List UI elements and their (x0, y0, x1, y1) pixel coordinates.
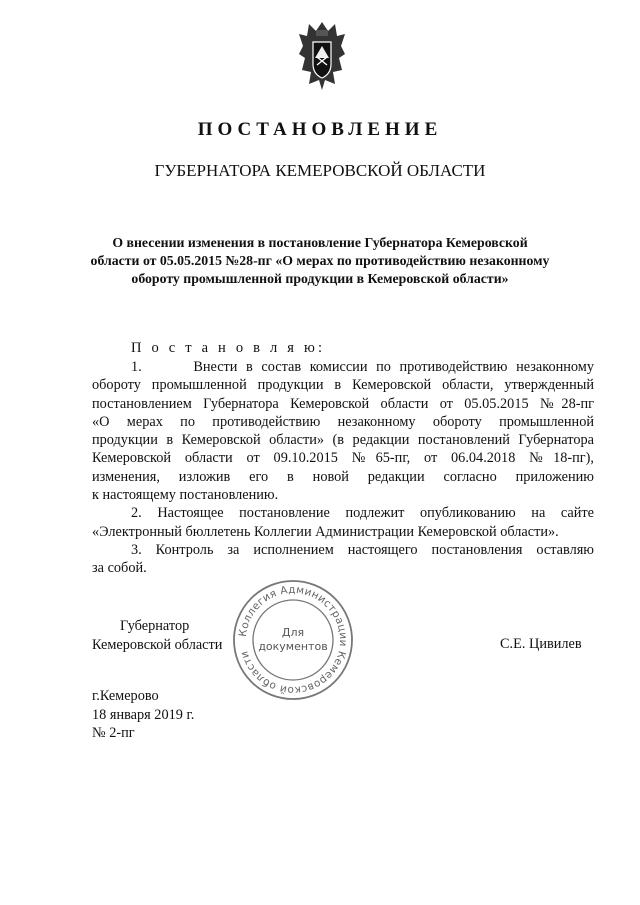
coat-of-arms-emblem (297, 18, 347, 92)
item-3-last-line: за собой. (92, 560, 147, 577)
document-footer (92, 687, 194, 743)
item-1-number: 1. (131, 359, 142, 375)
document-issuer: ГУБЕРНАТОРА КЕМЕРОВСКОЙ ОБЛАСТИ (154, 161, 486, 180)
document-number: № 2-пг (92, 725, 135, 741)
item-1-text: Внести в состав комиссии по противодействию незаконному (193, 359, 594, 375)
issue-city: г.Кемерово (92, 688, 159, 704)
heading-line: области от 05.05.2015 №28-пг «О мерах по противодействию незаконному (90, 253, 550, 268)
item-1-line: Кемеровской области от 09.10.2015 №65-пг, от 06.04.2018 №18-пг), (92, 450, 594, 467)
heading-line: обороту промышленной продукции в Кемеровской области» (131, 271, 509, 286)
resolution-intro: П о с т а н о в л я ю: (131, 340, 326, 356)
item-2-first-line: 2. Настоящее постановление подлежит опубликованию на сайте (131, 505, 594, 522)
item-1-line: обороту промышленной продукции в Кемеровской области, утвержденный (92, 377, 594, 394)
heading-line: О внесении изменения в постановление Губернатора Кемеровской (112, 235, 528, 250)
resolution-body (92, 358, 594, 578)
document-title: ПОСТАНОВЛЕНИЕ (197, 119, 443, 140)
signatory-title: Губернатор (120, 618, 190, 634)
item-1-first-line (92, 358, 594, 376)
official-stamp (231, 578, 355, 702)
item-1-line: продукции в Кемеровской области» (в редакции постановлений Губернатора (92, 432, 594, 449)
stamp-center-line-1: Для (281, 626, 305, 639)
stamp-center-line-2: документов (258, 640, 328, 653)
signatory-position (92, 617, 222, 655)
item-3-first-line: 3. Контроль за исполнением настоящего постановления оставляю (131, 541, 594, 558)
item-1-line: «О мерах по противодействию незаконному обороту промышленной (92, 413, 594, 430)
issue-date: 18 января 2019 г. (92, 706, 195, 723)
document-heading (80, 234, 560, 288)
stamp-ring-text: Коллегия Администрации Кемеровской области (237, 583, 350, 697)
item-2-last-line: «Электронный бюллетень Коллегии Администрации Кемеровской области». (92, 523, 559, 540)
item-1-last-line: к настоящему постановлению. (92, 487, 279, 504)
item-1-line: постановлением Губернатора Кемеровской области от 05.05.2015 №28-пг (92, 395, 594, 412)
signatory-name: С.Е. Цивилев (500, 636, 582, 652)
signatory-region: Кемеровской области (92, 637, 223, 653)
item-1-line: изменения, изложив его в новой редакции согласно приложению (92, 468, 594, 485)
